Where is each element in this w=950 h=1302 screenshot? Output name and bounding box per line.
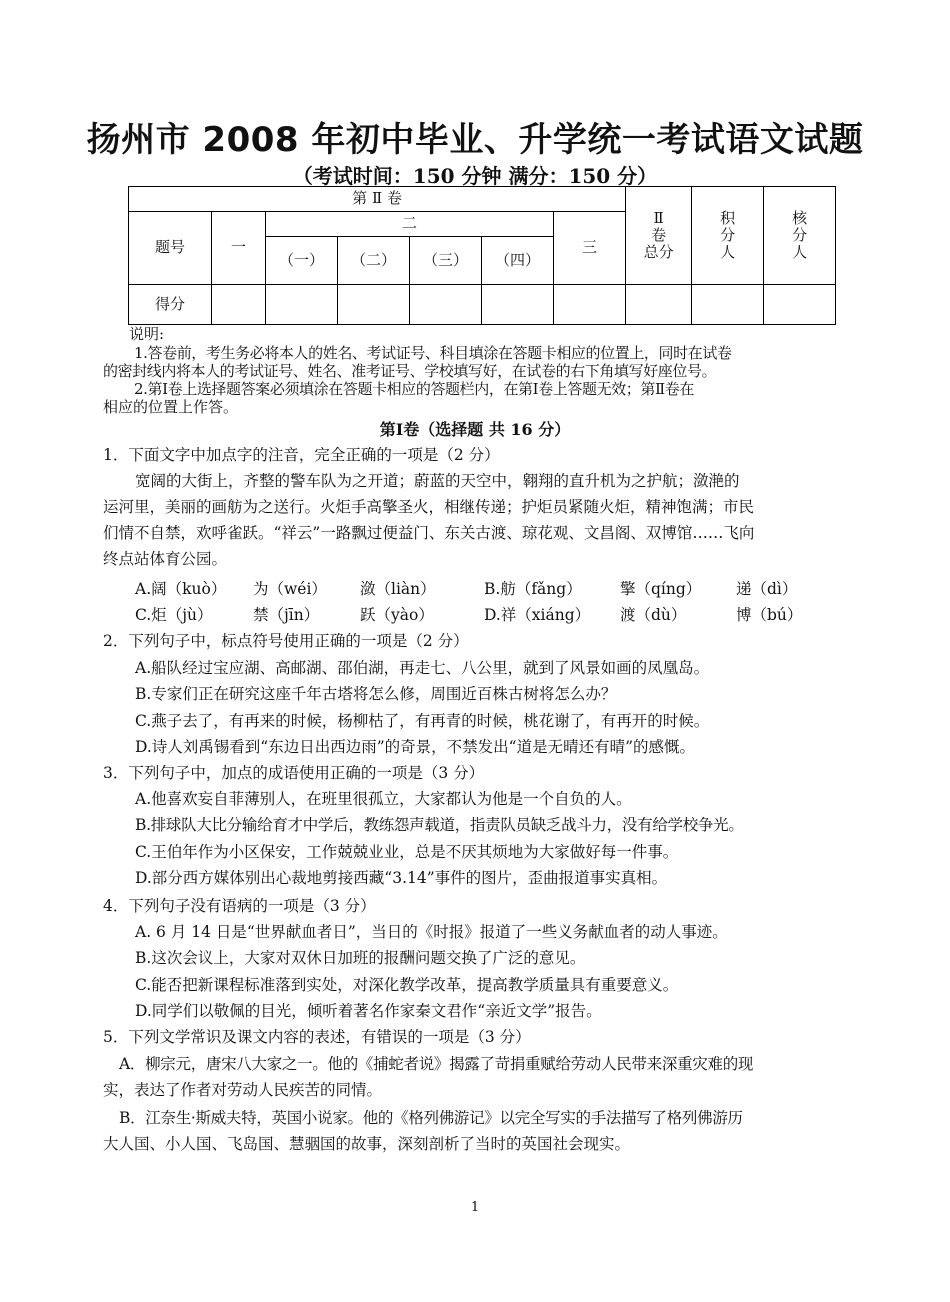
score-cell[interactable] [482, 285, 554, 325]
passage-line: 们情不自禁，欢呼雀跃。“祥云”一路飘过便益门、东关古渡、琼花观、文昌阁、双博馆……飞向 [103, 524, 755, 542]
option-item: 擎（qíng） [620, 580, 702, 598]
option-item: 大人国、小人国、飞岛国、慧骃国的故事，深刻剖析了当时的英国社会现实。 [103, 1135, 631, 1153]
passage-line: 宽阔的大街上，齐整的警车队为之开道；蔚蓝的天空中，翱翔的直升机为之护航；潋滟的 [135, 472, 740, 490]
option-item: D.部分西方媒体别出心裁地剪接西藏“3.14”事件的图片，歪曲报道事实真相。 [135, 869, 668, 887]
question-stem: 2．下列句子中，标点符号使用正确的一项是（2 分） [103, 632, 469, 650]
option-item: 跃（yào） [360, 606, 434, 624]
notes-heading: 说明: [129, 325, 165, 343]
subcol-header: （四） [482, 237, 554, 285]
score-row-label: 得分 [129, 285, 212, 325]
notes-line: 1.答卷前，考生务必将本人的姓名、考试证号、科目填涂在答题卡相应的位置上，同时在试卷 [134, 344, 732, 362]
subcol-header: （三） [410, 237, 482, 285]
score-cell[interactable] [554, 285, 626, 325]
vol2-header: 第 Ⅱ 卷 [129, 187, 626, 212]
option-item: A.他喜欢妄自菲薄别人，在班里很孤立，大家都认为他是一个自负的人。 [135, 790, 632, 808]
option-item: B.排球队大比分输给育才中学后，教练怨声载道，指责队员缺乏战斗力，没有给学校争光。 [135, 816, 744, 834]
option-item: A.阔（kuò） [135, 580, 227, 598]
option-item: D.同学们以敬佩的目光，倾听着著名作家秦文君作“亲近文学”报告。 [135, 1002, 602, 1020]
option-item: D.祥（xiáng） [484, 606, 591, 624]
reviewer-header: 核 分 人 [764, 187, 836, 285]
question-stem: 1．下面文字中加点字的注音，完全正确的一项是（2 分） [103, 446, 500, 464]
option-item: B.这次会议上，大家对双休日加班的报酬问题交换了广泛的意见。 [135, 949, 586, 967]
exam-meta: （考试时间：150 分钟 满分：150 分） [292, 164, 658, 188]
option-item: D.诗人刘禹锡看到“东边日出西边雨”的奇景，不禁发出“道是无晴还有晴”的感慨。 [135, 738, 696, 756]
option-item: B.专家们正在研究这座千年古塔将怎么修，周围近百株古树将怎么办？ [135, 685, 617, 703]
score-cell[interactable] [266, 285, 338, 325]
option-item: A.船队经过宝应湖、高邮湖、邵伯湖，再走七、八公里，就到了风景如画的凤凰岛。 [135, 659, 710, 677]
notes-line: 的密封线内将本人的考试证号、姓名、准考证号、学校填写好，在试卷的右下角填写好座位号。 [103, 362, 717, 380]
col-header-3: 三 [554, 212, 626, 285]
score-cell[interactable] [626, 285, 692, 325]
option-item: A．柳宗元，唐宋八大家之一。他的《捕蛇者说》揭露了苛捐重赋给劳动人民带来深重灾难的现 [119, 1055, 754, 1073]
score-table [128, 186, 836, 325]
option-item: C.王伯年作为小区保安，工作兢兢业业，总是不厌其烦地为大家做好每一件事。 [135, 843, 679, 861]
score-cell[interactable] [212, 285, 266, 325]
score-cell[interactable] [764, 285, 836, 325]
notes-line: 2.第Ⅰ卷上选择题答案必须填涂在答题卡相应的答题栏内，在第Ⅰ卷上答题无效；第Ⅱ卷在 [134, 380, 694, 398]
option-item: C.燕子去了，有再来的时候，杨柳枯了，有再青的时候，桃花谢了，有再开的时候。 [135, 712, 710, 730]
subcol-header: （一） [266, 237, 338, 285]
option-item: B．江奈生·斯威夫特，英国小说家。他的《格列佛游记》以完全写实的手法描写了格列佛游历 [119, 1109, 743, 1127]
score-cell[interactable] [338, 285, 410, 325]
passage-line: 运河里，美丽的画舫为之送行。火炬手高擎圣火，相继传递；护炬员紧随火炬，精神饱满；市民 [103, 498, 755, 516]
question-number-header: 题号 [129, 212, 212, 285]
question-stem: 5．下列文学常识及课文内容的表述，有错误的一项是（3 分） [103, 1028, 531, 1046]
section-heading: 第Ⅰ卷（选择题 共 16 分） [379, 420, 571, 439]
option-item: 实，表达了作者对劳动人民疾苦的同情。 [103, 1081, 383, 1099]
passage-line: 终点站体育公园。 [103, 550, 228, 568]
notes-line: 相应的位置上作答。 [103, 398, 239, 416]
option-item: 为（wéi） [253, 580, 327, 598]
option-item: 渡（dù） [620, 606, 687, 624]
scorer-header: 积 分 人 [692, 187, 764, 285]
question-stem: 4．下列句子没有语病的一项是（3 分） [103, 897, 376, 915]
option-item: A. 6 月 14 日是“世界献血者日”，当日的《时报》报道了一些义务献血者的动人事迹。 [135, 923, 728, 941]
question-stem: 3．下列句子中，加点的成语使用正确的一项是（3 分） [103, 764, 485, 782]
option-item: B.舫（fǎng） [484, 580, 582, 598]
page-number: 1 [470, 1200, 480, 1215]
option-item: C.炬（jù） [135, 606, 213, 624]
score-cell[interactable] [692, 285, 764, 325]
option-item: C.能否把新课程标准落到实处，对深化教学改革，提高教学质量具有重要意义。 [135, 976, 679, 994]
col-header-2: 二 [266, 212, 554, 237]
option-item: 禁（jīn） [253, 606, 320, 624]
page-title: 扬州市 2008 年初中毕业、升学统一考试语文试题 [86, 120, 864, 160]
option-item: 潋（liàn） [360, 580, 436, 598]
option-item: 博（bú） [736, 606, 803, 624]
score-cell[interactable] [410, 285, 482, 325]
vol2-total-header: Ⅱ 卷 总分 [626, 187, 692, 285]
subcol-header: （二） [338, 237, 410, 285]
col-header-1: 一 [212, 212, 266, 285]
option-item: 递（dì） [736, 580, 798, 598]
